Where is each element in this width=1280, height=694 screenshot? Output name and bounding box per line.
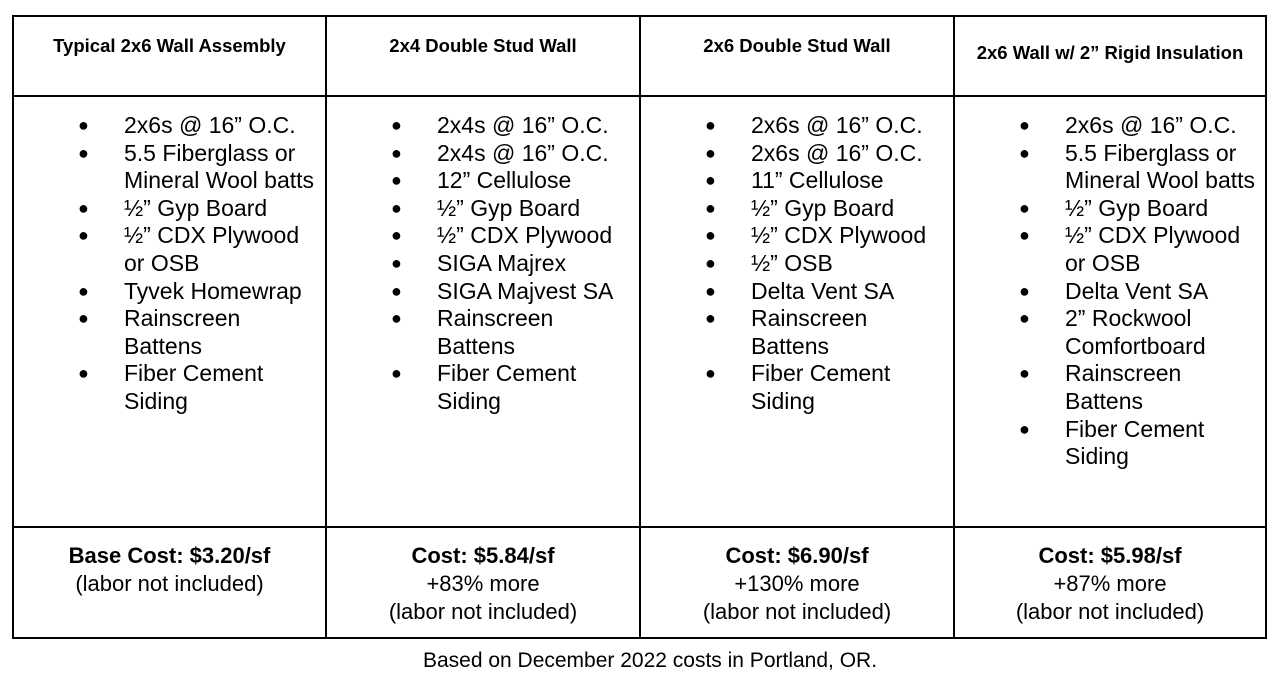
cost-increase: +87% more xyxy=(1053,571,1167,596)
component-text: Delta Vent SA xyxy=(1065,277,1209,304)
bullet-icon: ● xyxy=(391,197,402,218)
column-header-2x6-double-stud xyxy=(641,17,955,97)
component-item xyxy=(327,195,639,223)
bullet-icon: ● xyxy=(391,142,402,163)
component-text: SIGA Majvest SA xyxy=(437,277,614,304)
labor-note: (labor not included) xyxy=(702,599,892,624)
component-item xyxy=(327,360,639,415)
component-item xyxy=(641,112,953,140)
component-text: Delta Vent SA xyxy=(751,277,895,304)
component-text: ½” OSB xyxy=(751,249,833,276)
labor-note: (labor not included) xyxy=(75,571,264,596)
component-text: Fiber Cement Siding xyxy=(124,360,264,414)
column-header-text: 2x4 Double Stud Wall xyxy=(389,35,577,56)
component-item xyxy=(327,278,639,306)
component-text: ½” Gyp Board xyxy=(1065,194,1209,221)
bullet-icon: ● xyxy=(391,308,402,329)
column-header-2x6-rigid-insulation xyxy=(955,17,1265,97)
component-item xyxy=(327,112,639,140)
component-item xyxy=(955,416,1265,471)
bullet-icon: ● xyxy=(78,363,89,384)
component-text: 5.5 Fiberglass or Mineral Wool batts xyxy=(124,139,315,194)
cost-cell xyxy=(641,528,955,637)
component-text: Fiber Cement Siding xyxy=(751,360,891,414)
component-item xyxy=(14,360,325,415)
bullet-icon: ● xyxy=(705,115,716,135)
bullet-icon: ● xyxy=(1019,225,1030,246)
bullet-icon: ● xyxy=(1019,197,1030,218)
component-text: SIGA Majrex xyxy=(437,249,567,276)
bullet-icon: ● xyxy=(705,280,716,301)
bullet-icon: ● xyxy=(705,308,716,329)
component-item xyxy=(327,167,639,195)
components-cell xyxy=(327,97,641,528)
wall-assembly-cost-table xyxy=(12,15,1267,639)
component-text: ½” CDX Plywood xyxy=(437,222,613,249)
component-item xyxy=(955,305,1265,360)
component-text: ½” CDX Plywood or OSB xyxy=(124,222,300,276)
component-text: 2” Rockwool Comfortboard xyxy=(1065,305,1206,359)
bullet-icon: ● xyxy=(391,363,402,384)
bullet-icon: ● xyxy=(1019,363,1030,384)
cost-label: Cost: $6.90/sf xyxy=(725,543,869,568)
bullet-icon: ● xyxy=(391,225,402,246)
column-header-text: 2x6 Double Stud Wall xyxy=(703,35,891,56)
component-item xyxy=(14,140,325,195)
labor-note: (labor not included) xyxy=(388,599,578,624)
component-item xyxy=(14,278,325,306)
cost-label: Cost: $5.98/sf xyxy=(1038,543,1182,568)
bullet-icon: ● xyxy=(78,225,89,246)
column-header-text: Typical 2x6 Wall Assembly xyxy=(53,35,286,56)
component-text: Rainscreen Battens xyxy=(1065,360,1182,414)
component-text: ½” CDX Plywood xyxy=(751,222,927,249)
bullet-icon: ● xyxy=(1019,418,1030,439)
bullet-icon: ● xyxy=(78,308,89,329)
component-list xyxy=(955,112,1265,471)
bullet-icon: ● xyxy=(391,115,402,135)
components-cell xyxy=(955,97,1265,528)
bullet-icon: ● xyxy=(391,252,402,273)
component-text: ½” CDX Plywood or OSB xyxy=(1065,222,1241,276)
component-item xyxy=(14,112,325,140)
bullet-icon: ● xyxy=(1019,115,1030,135)
cost-increase: +83% more xyxy=(426,571,540,596)
component-text: 11” Cellulose xyxy=(751,167,884,194)
bullet-icon: ● xyxy=(391,280,402,301)
column-header-typical-2x6 xyxy=(14,17,327,97)
component-text: Fiber Cement Siding xyxy=(1065,415,1205,470)
bullet-icon: ● xyxy=(391,170,402,191)
cost-increase: +130% more xyxy=(734,571,860,596)
bullet-icon: ● xyxy=(78,142,89,163)
column-header-2x4-double-stud xyxy=(327,17,641,97)
component-text: Fiber Cement Siding xyxy=(437,360,577,414)
component-item xyxy=(641,305,953,360)
labor-note: (labor not included) xyxy=(1015,599,1205,624)
component-text: 2x4s @ 16” O.C. xyxy=(437,139,609,166)
components-cell xyxy=(14,97,327,528)
component-item xyxy=(955,278,1265,306)
component-text: Rainscreen Battens xyxy=(751,305,868,359)
bullet-icon: ● xyxy=(705,197,716,218)
component-text: Tyvek Homewrap xyxy=(124,277,302,304)
component-text: 2x6s @ 16” O.C. xyxy=(751,139,923,166)
bullet-icon: ● xyxy=(705,225,716,246)
component-item xyxy=(327,222,639,250)
component-text: 2x4s @ 16” O.C. xyxy=(437,112,609,138)
component-text: 12” Cellulose xyxy=(437,167,572,194)
cost-cell xyxy=(955,528,1265,637)
cost-label: Base Cost: $3.20/sf xyxy=(68,543,271,568)
component-text: Rainscreen Battens xyxy=(437,305,554,359)
bullet-icon: ● xyxy=(1019,280,1030,301)
component-item xyxy=(14,305,325,360)
bullet-icon: ● xyxy=(705,363,716,384)
component-text: 2x6s @ 16” O.C. xyxy=(751,112,923,138)
component-text: ½” Gyp Board xyxy=(751,194,895,221)
component-text: 5.5 Fiberglass or Mineral Wool batts xyxy=(1065,139,1256,194)
component-item xyxy=(641,167,953,195)
component-text: ½” Gyp Board xyxy=(124,194,268,221)
component-item xyxy=(327,140,639,168)
component-item xyxy=(327,250,639,278)
bullet-icon: ● xyxy=(1019,142,1030,163)
component-item xyxy=(14,195,325,223)
component-item xyxy=(955,112,1265,140)
bullet-icon: ● xyxy=(1019,308,1030,329)
footnote: Based on December 2022 costs in Portland, OR. xyxy=(422,649,878,672)
column-header-text: 2x6 Wall w/ 2” Rigid Insulation xyxy=(976,42,1244,63)
component-item xyxy=(955,222,1265,277)
component-item xyxy=(641,222,953,250)
component-item xyxy=(327,305,639,360)
component-item xyxy=(641,195,953,223)
bullet-icon: ● xyxy=(78,197,89,218)
component-text: Rainscreen Battens xyxy=(124,305,241,359)
cost-label: Cost: $5.84/sf xyxy=(411,543,555,568)
bullet-icon: ● xyxy=(705,252,716,273)
component-list xyxy=(641,112,953,416)
bullet-icon: ● xyxy=(78,280,89,301)
bullet-icon: ● xyxy=(705,142,716,163)
component-text: 2x6s @ 16” O.C. xyxy=(1065,112,1237,138)
component-item xyxy=(641,140,953,168)
component-item xyxy=(955,195,1265,223)
cost-cell xyxy=(327,528,641,637)
component-list xyxy=(14,112,325,416)
cost-cell xyxy=(14,528,327,637)
components-cell xyxy=(641,97,955,528)
component-item xyxy=(641,360,953,415)
component-item xyxy=(641,250,953,278)
bullet-icon: ● xyxy=(705,170,716,191)
component-text: 2x6s @ 16” O.C. xyxy=(124,112,296,138)
component-list xyxy=(327,112,639,416)
component-item xyxy=(14,222,325,277)
component-item xyxy=(641,278,953,306)
component-text: ½” Gyp Board xyxy=(437,194,581,221)
bullet-icon: ● xyxy=(78,115,89,135)
component-item xyxy=(955,140,1265,195)
component-item xyxy=(955,360,1265,415)
